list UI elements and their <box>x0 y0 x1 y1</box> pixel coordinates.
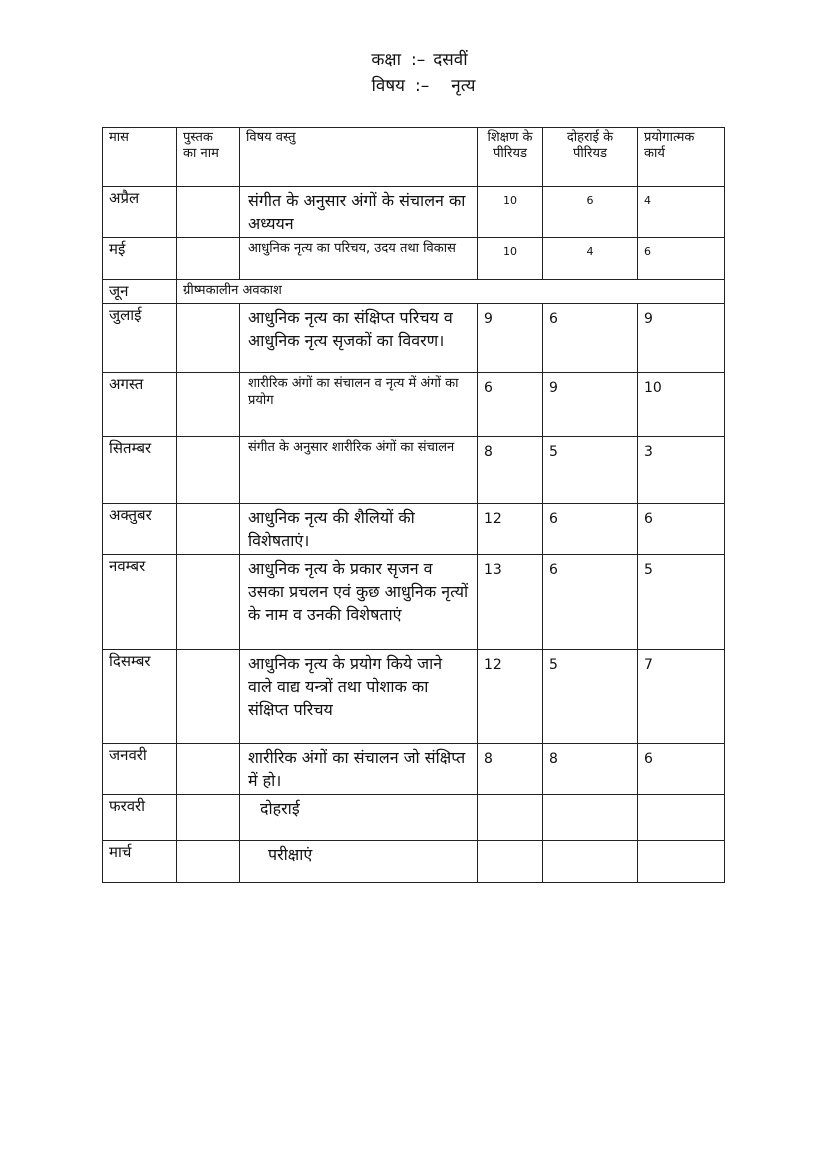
revision-periods-cell <box>543 795 638 841</box>
revision-periods-cell: 5 <box>543 437 638 504</box>
revision-periods-cell: 5 <box>543 650 638 744</box>
table-row <box>103 280 725 304</box>
month-cell: सितम्बर <box>103 437 177 504</box>
revision-periods-cell: 9 <box>543 373 638 437</box>
month-cell: फरवरी <box>103 795 177 841</box>
table-row <box>103 744 725 795</box>
table-row <box>103 504 725 555</box>
practical-work-cell: 6 <box>638 504 725 555</box>
table-header-row <box>103 128 725 187</box>
content-cell: आधुनिक नृत्य के प्रकार सृजन व उसका प्रचलन एवं कुछ आधुनिक नृत्यों के नाम व उनकी विशेषताएं <box>240 555 478 650</box>
table-row <box>103 238 725 280</box>
col-header-teaching-periods: शिक्षण के पीरियड <box>478 128 543 187</box>
book-cell <box>177 304 240 373</box>
teaching-periods-cell: 12 <box>478 650 543 744</box>
teaching-periods-cell: 10 <box>478 238 543 280</box>
book-cell <box>177 650 240 744</box>
teaching-periods-cell: 9 <box>478 304 543 373</box>
col-header-content: विषय वस्तु <box>240 128 478 187</box>
revision-periods-cell <box>543 841 638 883</box>
month-cell: अक्तुबर <box>103 504 177 555</box>
table-row <box>103 650 725 744</box>
col-header-revision-periods: दोहराई के पीरियड <box>543 128 638 187</box>
revision-periods-cell: 6 <box>543 304 638 373</box>
teaching-periods-cell: 8 <box>478 744 543 795</box>
revision-periods-cell: 6 <box>543 555 638 650</box>
book-cell <box>177 795 240 841</box>
subject-separator: :– <box>415 76 430 96</box>
content-cell: आधुनिक नृत्य की शैलियों की विशेषताएं। <box>240 504 478 555</box>
practical-work-cell <box>638 841 725 883</box>
class-label: कक्षा <box>371 50 402 70</box>
practical-work-cell: 4 <box>638 187 725 238</box>
table-row <box>103 373 725 437</box>
book-cell <box>177 437 240 504</box>
book-cell <box>177 504 240 555</box>
revision-periods-cell: 4 <box>543 238 638 280</box>
month-cell: दिसम्बर <box>103 650 177 744</box>
class-separator: :– <box>411 50 426 70</box>
month-cell: जून <box>103 280 177 304</box>
book-cell <box>177 841 240 883</box>
table-row <box>103 304 725 373</box>
table-row <box>103 841 725 883</box>
content-cell: आधुनिक नृत्य का संक्षिप्त परिचय व आधुनिक नृत्य सृजकों का विवरण। <box>240 304 478 373</box>
revision-periods-cell: 8 <box>543 744 638 795</box>
content-cell: आधुनिक नृत्य के प्रयोग किये जाने वाले वाद्य यन्त्रों तथा पोशाक का संक्षिप्त परिचय <box>240 650 478 744</box>
month-cell: जुलाई <box>103 304 177 373</box>
revision-periods-cell: 6 <box>543 187 638 238</box>
book-cell <box>177 373 240 437</box>
book-cell <box>177 187 240 238</box>
book-cell <box>177 744 240 795</box>
teaching-periods-cell <box>478 795 543 841</box>
content-cell: शारीरिक अंगों का संचालन व नृत्य में अंगों का प्रयोग <box>240 373 478 437</box>
subject-value: नृत्य <box>451 76 476 96</box>
teaching-periods-cell: 6 <box>478 373 543 437</box>
practical-work-cell: 6 <box>638 744 725 795</box>
teaching-periods-cell: 12 <box>478 504 543 555</box>
teaching-periods-cell: 8 <box>478 437 543 504</box>
table-row <box>103 555 725 650</box>
col-header-month: मास <box>103 128 177 187</box>
month-cell: मार्च <box>103 841 177 883</box>
book-cell <box>177 555 240 650</box>
content-cell: परीक्षाएं <box>240 841 478 883</box>
teaching-periods-cell: 13 <box>478 555 543 650</box>
col-header-practical-work: प्रयोगात्मक कार्य <box>638 128 725 187</box>
content-cell: दोहराई <box>240 795 478 841</box>
book-cell <box>177 238 240 280</box>
practical-work-cell: 3 <box>638 437 725 504</box>
vacation-cell: ग्रीष्मकालीन अवकाश <box>177 280 725 304</box>
practical-work-cell: 7 <box>638 650 725 744</box>
teaching-periods-cell <box>478 841 543 883</box>
col-header-book: पुस्तक का नाम <box>177 128 240 187</box>
syllabus-table <box>102 127 725 883</box>
month-cell: अप्रैल <box>103 187 177 238</box>
table-row <box>103 187 725 238</box>
revision-periods-cell: 6 <box>543 504 638 555</box>
content-cell: संगीत के अनुसार अंगों के संचालन का अध्ययन <box>240 187 478 238</box>
class-value: दसवीं <box>433 50 468 70</box>
practical-work-cell: 5 <box>638 555 725 650</box>
content-cell: आधुनिक नृत्य का परिचय, उदय तथा विकास <box>240 238 478 280</box>
month-cell: अगस्त <box>103 373 177 437</box>
teaching-periods-cell: 10 <box>478 187 543 238</box>
content-cell: संगीत के अनुसार शारीरिक अंगों का संचालन <box>240 437 478 504</box>
practical-work-cell: 10 <box>638 373 725 437</box>
practical-work-cell: 6 <box>638 238 725 280</box>
table-row <box>103 795 725 841</box>
month-cell: जनवरी <box>103 744 177 795</box>
class-heading <box>6 50 827 70</box>
practical-work-cell <box>638 795 725 841</box>
subject-label: विषय <box>371 76 406 96</box>
practical-work-cell: 9 <box>638 304 725 373</box>
month-cell: मई <box>103 238 177 280</box>
subject-heading <box>10 76 827 96</box>
month-cell: नवम्बर <box>103 555 177 650</box>
content-cell: शारीरिक अंगों का संचालन जो संक्षिप्त में हो। <box>240 744 478 795</box>
table-row <box>103 437 725 504</box>
